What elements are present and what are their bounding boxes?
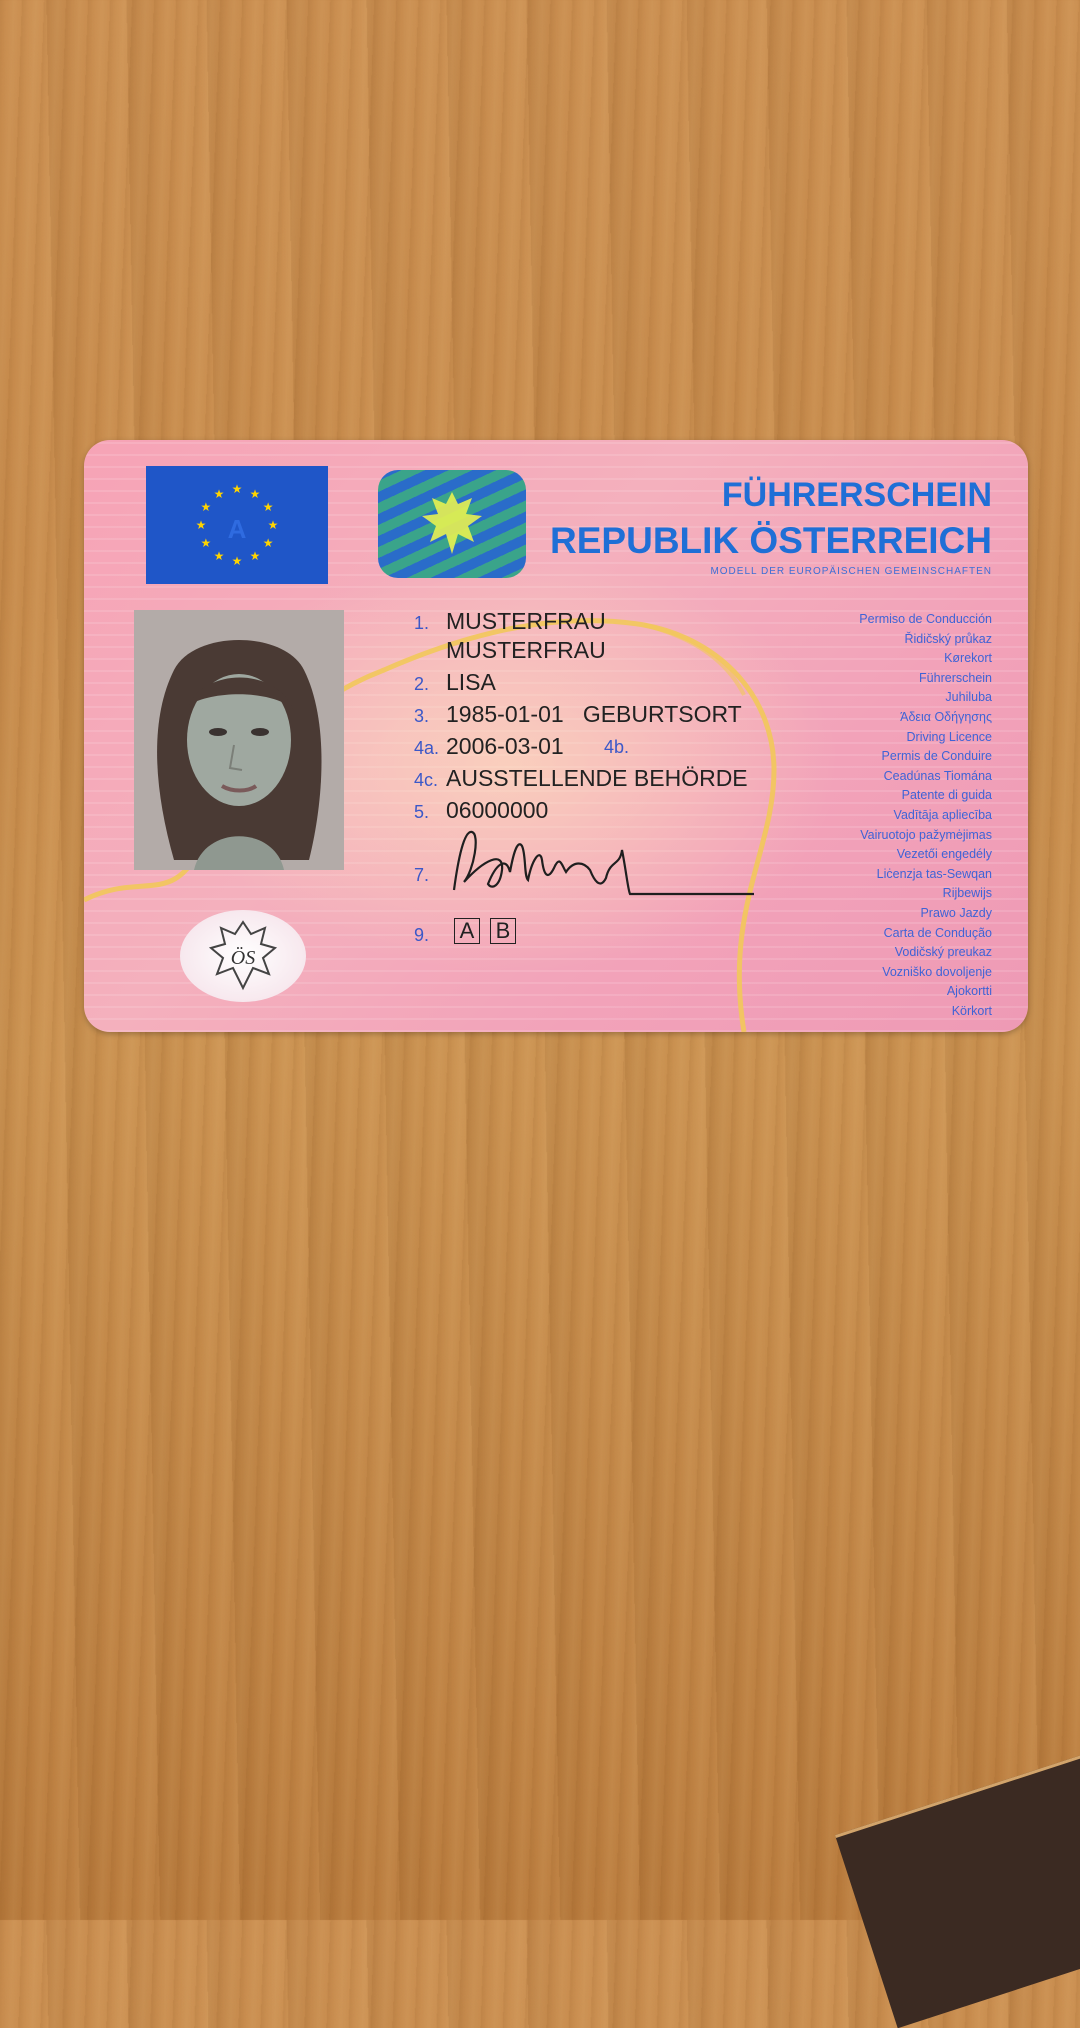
translation-item: Vezetői engedély (896, 847, 992, 862)
eu-star-icon: ★ (200, 500, 212, 514)
field-4b-label: 4b. (604, 737, 630, 757)
field-1-label: 1. (414, 613, 430, 633)
surname-value: MUSTERFRAU (446, 608, 606, 634)
licence-number-value: 06000000 (446, 797, 549, 823)
signature (444, 820, 774, 910)
field-4c-authority (414, 765, 748, 792)
eu-stars-icon (182, 470, 292, 580)
eu-star-icon: ★ (213, 486, 225, 501)
portrait-image (134, 610, 344, 870)
eu-star-icon: ★ (262, 500, 274, 514)
federal-seal (180, 910, 306, 1002)
category-a-box: A (454, 918, 480, 944)
eu-star-icon: ★ (231, 482, 243, 496)
translation-item: Permis de Conduire (881, 749, 992, 764)
eagle-icon (412, 484, 492, 564)
translation-item: Ceadúnas Tiomána (883, 768, 992, 783)
field-1-surname (414, 608, 606, 635)
field-4a-issue-date (414, 733, 564, 760)
translation-item: Liċenzja tas-Sewqan (876, 866, 992, 881)
table-edge (835, 1755, 1080, 2028)
eu-star-icon: ★ (231, 554, 243, 568)
field-2-label: 2. (414, 674, 430, 694)
translation-item: Řidičský průkaz (904, 631, 992, 646)
field-3-label: 3. (414, 706, 430, 726)
translation-item: Rijbewijs (942, 886, 992, 901)
translation-item: Vozniško dovoljenje (882, 964, 992, 979)
field-2-given-name (414, 669, 496, 696)
eu-star-icon: ★ (249, 549, 261, 564)
eu-star-icon: ★ (249, 486, 261, 501)
birth-date-value: 1985-01-01 (446, 701, 564, 727)
translation-item: Prawo Jazdy (920, 905, 992, 920)
translation-item: Vodičský preukaz (894, 945, 992, 960)
translation-item: Permiso de Conducción (859, 612, 992, 626)
eu-star-icon: ★ (195, 518, 207, 532)
translation-item: Führerschein (919, 670, 992, 685)
field-1-surname-line2 (446, 637, 606, 664)
seal-text: ÖS (230, 947, 256, 969)
translation-item: Ajokortti (946, 984, 992, 999)
field-9-categories (414, 920, 446, 947)
card-title-licence: FÜHRERSCHEIN (721, 476, 992, 514)
translation-item: Kørekort (944, 651, 992, 666)
translation-item: Körkort (951, 1003, 992, 1018)
holder-photo (134, 610, 344, 870)
category-b-box: B (490, 918, 516, 944)
field-3-birth (414, 701, 742, 728)
eu-star-icon: ★ (262, 536, 274, 550)
licence-translations (859, 610, 992, 1021)
given-name-value: LISA (446, 669, 496, 695)
field-4c-label: 4c. (414, 770, 439, 790)
field-7-signature-label (414, 860, 446, 887)
field-4a-label: 4a. (414, 738, 440, 758)
card-subtitle: MODELL DER EUROPÄISCHEN GEMEINSCHAFTEN (710, 566, 992, 577)
eu-star-icon: ★ (267, 518, 279, 532)
field-9-label: 9. (414, 925, 430, 945)
translation-item: Vairuotojo pažymėjimas (860, 827, 992, 842)
country-code: A (227, 514, 247, 544)
issue-date-value: 2006-03-01 (446, 733, 564, 759)
translation-item: Άδεια Οδήγησης (900, 709, 992, 724)
field-5-label: 5. (414, 802, 430, 822)
birth-place-value: GEBURTSORT (582, 701, 742, 727)
translation-item: Vadītāja apliecība (893, 807, 992, 822)
surname-value-2: MUSTERFRAU (446, 637, 606, 663)
seal-eagle-icon (203, 918, 283, 994)
card-title-country: REPUBLIK ÖSTERREICH (550, 520, 992, 561)
translation-item: Patente di guida (901, 788, 992, 803)
translation-item: Driving Licence (906, 729, 992, 744)
field-7-label: 7. (414, 865, 430, 885)
eu-flag (146, 466, 328, 584)
driving-licence-card (84, 440, 1028, 1032)
eu-star-icon: ★ (213, 549, 225, 564)
authority-value: AUSSTELLENDE BEHÖRDE (446, 765, 748, 791)
eu-star-icon: ★ (200, 536, 212, 550)
hologram-crest (378, 470, 526, 578)
translation-item: Juhiluba (945, 690, 992, 705)
translation-item: Carta de Condução (883, 925, 992, 940)
